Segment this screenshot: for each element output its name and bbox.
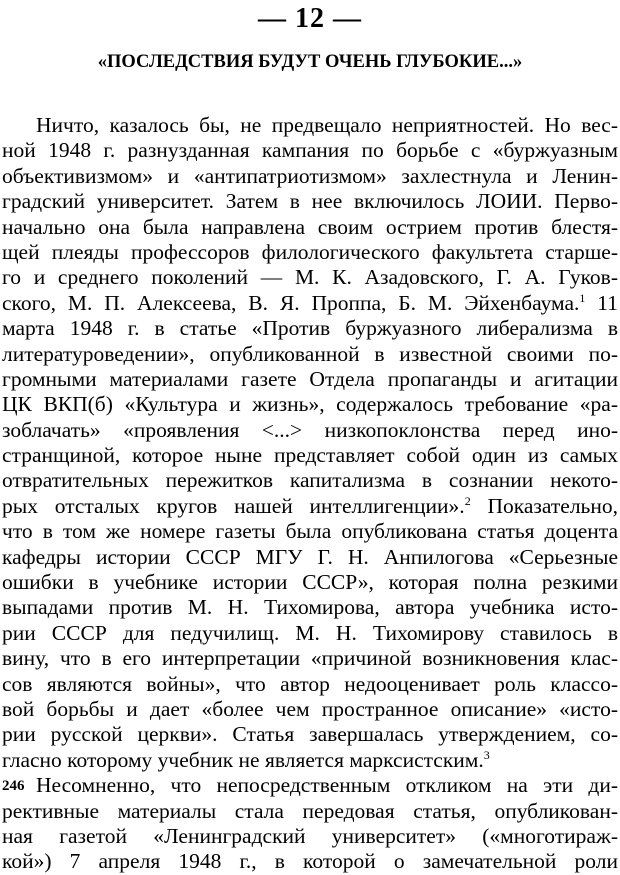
text-line: кой») 7 апреля 1948 г., в которой о замечательной роли <box>2 849 618 874</box>
text-line: ной 1948 г. разнузданная кампания по борьбе с «буржуазным <box>2 138 618 163</box>
footnote-marker: 2 <box>464 493 471 508</box>
text-line: сов являются войны», что автор недооценивает роль классо- <box>2 671 618 696</box>
footnote-marker: 1 <box>579 290 586 305</box>
text-line: начально она была направлена своим острием против блестя- <box>2 214 618 239</box>
text-line: ная газетой «Ленинградский университет» («многотираж- <box>2 823 618 848</box>
text-line <box>2 291 618 316</box>
line-text: Показательно, <box>470 493 618 518</box>
text-line: марта 1948 г. в статье «Против буржуазного либерализма в <box>2 316 618 341</box>
text-line: Ничто, казалось бы, не предвещало неприятностей. Но вес- <box>36 113 618 137</box>
page-number: 246 <box>2 778 25 794</box>
text-line: вой борьбы и дает «более чем пространное описание» «исто- <box>2 696 618 721</box>
text-line: рии СССР для педучилищ. М. Н. Тихомирову ставилось в <box>2 620 618 645</box>
text-line: отвратительных пережитков капитализма в сознании некото- <box>2 468 618 493</box>
text-line: что в том же номере газеты была опубликована статья доцента <box>2 519 618 544</box>
text-line: щей плеяды профессоров филологического факультета старше- <box>2 239 618 264</box>
text-line: Несомненно, что непосредственным откликом на эти ди- <box>36 773 618 798</box>
text-line: литературоведении», опубликованной в известной своими по- <box>2 341 618 366</box>
text-line: объективизмом» и «антипатриотизмом» захлестнула и Ленин- <box>2 163 618 188</box>
line-text: ского, М. П. Алексеева, В. Я. Проппа, Б. М. Эйхенбаума. <box>2 290 580 315</box>
text-line: кафедры истории СССР МГУ Г. Н. Анпилогова «Серьезные <box>2 544 618 569</box>
text-line: зоблачать» «проявления <...> низкопоклонства перед ино- <box>2 417 618 442</box>
chapter-number: — 12 — <box>258 3 362 34</box>
text-line: громными материалами газете Отдела пропаганды и агитации <box>2 366 618 391</box>
text-line: рии русской церкви». Статья завершалась утверждением, со- <box>2 722 618 747</box>
line-text: гласно которому учебник не является марксистским. <box>2 747 484 772</box>
text-line: рективные материалы стала передовая статья, опубликован- <box>2 798 618 823</box>
text-line <box>2 748 618 773</box>
text-line: ошибки в учебнике истории СССР», которая полна резкими <box>2 570 618 595</box>
text-line: ЦК ВКП(б) «Культура и жизнь», содержалось требование «ра- <box>2 392 618 417</box>
chapter-title: «ПОСЛЕДСТВИЯ БУДУТ ОЧЕНЬ ГЛУБОКИЕ...» <box>97 52 523 72</box>
text-line: выпадами против М. Н. Тихомирова, автора учебника исто- <box>2 595 618 620</box>
footnote-marker: 3 <box>483 747 490 762</box>
text-line: го и среднего поколений — М. К. Азадовского, Г. А. Гуков- <box>2 265 618 290</box>
text-line: градский университет. Затем в нее включилось ЛОИИ. Перво- <box>2 189 618 214</box>
body-text <box>2 113 618 875</box>
text-line: вину, что в его интерпретации «причиной возникновения клас- <box>2 646 618 671</box>
text-line <box>2 494 618 519</box>
line-text: 11 <box>585 290 618 315</box>
text-line: странщиной, которое ныне представляет собой один из самых <box>2 443 618 468</box>
line-text: рых отсталых кругов нашей интеллигенции». <box>2 493 465 518</box>
